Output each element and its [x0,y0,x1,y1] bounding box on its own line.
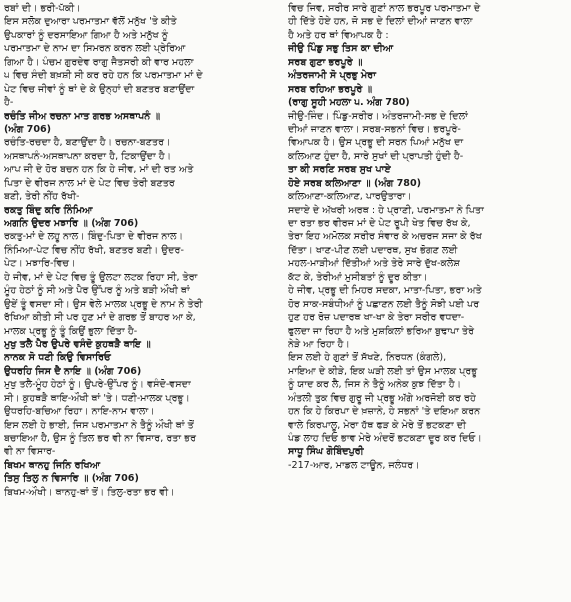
text-line: ਹੈ ਅਤੇ ਹਰ ਥਾਂ ਵਿਆਪਕ ਹੈ : [288,29,389,41]
text-line: ਦਿੱਤਾ। ਖਾਣ-ਪੀਣ ਲਈ ਪਦਾਰਥ, ਸੁਖ ਭੋਗਣ ਲਈ [288,244,458,256]
text-line: ਇਸ ਸਲੋਕ ਦੁਆਰਾ ਪਰਮਾਤਮਾ ਵੱਲੋਂ ਮਨੁੱਖ 'ਤੇ ਕੀਤੇ [4,16,177,28]
verse-line: ਜੀਉ ਪਿੰਡੁ ਸਭੁ ਤਿਸ ਕਾ ਦੀਆ [288,43,394,55]
text-line: ਹੇ ਜੀਵ, ਪ੍ਰਭੂ ਦੀ ਮਿਹਰ ਸਦਕਾ, ਮਾਤਾ-ਪਿਤਾ, ਭਰਾ ਅਤੇ [288,285,482,297]
text-line: ਰੱਖਿਆ ਕੀਤੀ ਸੀ ਪਰ ਹੁਣ ਮਾਂ ਦੇ ਗਰਭ ਤੋਂ ਬਾਹਰ ਆ ਕੇ, [4,312,196,324]
verse-line: ਸਾਧੂ ਸਿੰਘ ਗੋਬਿੰਦਪੁਰੀ [288,446,364,458]
text-line: ਰਚੰਤਿ-ਰਚਦਾ ਹੈ, ਬਣਾਉਂਦਾ ਹੈ। ਰਚਨਾ-ਬਣਤਰ। [4,137,171,149]
text-line: ਸੀ। ਕੁਹਥੜੈ ਥਾਇ-ਔਖੀ ਥਾਂ 'ਤੇ। ਧਣੀ-ਮਾਲਕ ਪ੍ਰਭੂ। [4,392,190,404]
verse-line: ਤਾ ਕੀ ਸਰਣਿ ਸਰਬ ਸੁਖ ਪਾਏ [288,164,391,176]
text-line: ਆਪ ਜੀ ਦੇ ਹੋਰ ਬਚਨ ਹਨ ਕਿ ਹੇ ਜੀਵ, ਮਾਂ ਦੀ ਰਤ ਅਤੇ [4,164,194,176]
text-line: ਬਿਖਮ-ਔਖੀ। ਥਾਨਹੁ-ਥਾਂ ਤੋਂ। ਤਿਲੁ-ਰਤਾ ਭਰ ਵੀ। [4,486,175,498]
verse-line: ਅੰਤਰਜਾਮੀ ਸੋ ਪ੍ਰਭੁ ਮੇਰਾ [288,70,376,82]
text-line: ਪਿਤਾ ਦੇ ਵੀਰਜ ਨਾਲ ਮਾਂ ਦੇ ਪੇਟ ਵਿਚ ਤੇਰੀ ਬਣਤਰ [4,177,175,189]
right-column [288,2,567,602]
text-line: ਨੇੜੇ ਆ ਰਿਹਾ ਹੈ। [288,338,350,350]
text-line: ਗਿਆ ਹੈ। ਪੰਚਮ ਗੁਰਦੇਵ ਰਾਗੁ ਜੈਤਸਰੀ ਕੀ ਵਾਰ ਮਹਲਾ [4,56,194,68]
verse-line: ਰਚੰਤਿ ਜੀਅ ਰਚਨਾ ਮਾਤ ਗਰਭ ਅਸਥਾਪਨੰ ॥ [4,110,161,122]
text-line: ਇਸ ਲਈ ਹੇ ਭਾਈ, ਜਿਸ ਪਰਮਾਤਮਾ ਨੇ ਤੈਨੂੰ ਔਖੀ ਥਾਂ ਤੋਂ [4,419,194,431]
verse-line: ਮੁਖੁ ਤਲੈ ਪੈਰ ਉਪਰੇ ਵਸੰਦੋ ਕੁਹਥੜੈ ਥਾਇ ॥ [4,338,151,350]
text-line: ਹੇ ਜੀਵ, ਮਾਂ ਦੇ ਪੇਟ ਵਿਚ ਤੂੰ ਉਲਟਾ ਲਟਕ ਰਿਹਾ ਸੀ, ਤੇਰਾ [4,271,198,283]
text-line: ਬਚਾਇਆ ਹੈ, ਉਸ ਨੂੰ ਤਿਲ ਭਰ ਵੀ ਨਾ ਵਿਸਾਰ, ਰਤਾ ਭਰ [4,433,197,444]
verse-line: (ਅੰਗ 706) [4,123,52,135]
text-line: ਕਲਿਆਣਾ-ਕਲਿਆਣ, ਪਾਰਉਤਾਰਾ। [288,191,412,203]
text-line: ਮਹਲ-ਮਾੜੀਆਂ ਦਿੱਤੀਆਂ ਅਤੇ ਤੇਰੇ ਸਾਰੇ ਦੁੱਖ-ਕਲੇਸ਼ [288,258,460,270]
text-line: ਉਧਰਹਿ-ਬਚਿਆ ਰਿਹਾ। ਨਾਇ-ਨਾਮ ਵਾਲਾ। [4,406,155,418]
text-line: ੫ ਵਿਚ ਸੰਦੀ ਬਖ਼ਸ਼ੀ ਸੀ ਕਰ ਰਹੇ ਹਨ ਕਿ ਪਰਮਾਤਮਾ ਮਾਂ ਦੇ [4,70,203,82]
text-line: ਪੇਟ ਵਿਚ ਜੀਵਾਂ ਨੂੰ ਥਾਂ ਦੇ ਕੇ ਉਨ੍ਹਾਂ ਦੀ ਬਣਤਰ ਬਣਾਉਂਦਾ [4,83,195,95]
text-line: ਫੁਲਦਾ ਜਾ ਰਿਹਾ ਹੈ ਅਤੇ ਮੁਸ਼ਕਿਲਾਂ ਭਰਿਆ ਬੁਢਾਪਾ ਤੇਰੇ [288,325,475,337]
text-line: ਅਸਥਾਪਨੰ-ਅਸਥਾਪਨਾ ਕਰਦਾ ਹੈ, ਟਿਕਾਉਂਦਾ ਹੈ। [4,150,172,162]
text-line: ਜੀਉ-ਜਿੰਦ। ਪਿੰਡੁ-ਸਰੀਰ। ਅੰਤਰਜਾਮੀ-ਸਭ ਦੇ ਦਿਲਾਂ [288,110,468,122]
verse-line: ਅਗਨਿ ਉਦਰ ਮਝਾਰਿ ॥ (ਅੰਗ 706) [4,218,139,229]
text-line: ਵਿਚ ਜਿਵ, ਸਰੀਰ ਸਾਰੇ ਗੁਣਾਂ ਨਾਲ ਭਰਪੂਰ ਪਰਮਾਤਮਾ ਦੇ [288,3,481,14]
text-line: ਵੀ ਨਾ ਵਿਸਾਰ- [4,446,56,458]
verse-line: ਸਰਬ ਰਹਿਆ ਭਰਪੂਰੇ ॥ [288,83,373,95]
text-line: -217-ਆਰ, ਮਾਡਲ ਟਾਊਨ, ਜਲੰਧਰ। [288,459,420,471]
text-line: ਸਦਾਏ ਦੇ ਅੱਖਰੀ ਅਰਥ : ਹੇ ਪ੍ਰਾਣੀ, ਪਰਮਾਤਮਾ ਨੇ ਪਿਤਾ [288,204,484,216]
text-line: ਤੇਰਾ ਇਹ ਅਮੋਲਕ ਸਰੀਰ ਸੰਵਾਰ ਕੇ ਅਚਰਜ ਸਜਾ ਕੇ ਰੱਖ [288,231,482,243]
text-line: ਵਿਆਪਕ ਹੈ। ਉਸ ਪ੍ਰਭੂ ਦੀ ਸਰਨ ਪਿਆਂ ਮਨੁੱਖ ਦਾ [288,137,464,149]
text-line: ਪਰਮਾਤਮਾ ਦੇ ਨਾਮ ਦਾ ਸਿਮਰਨ ਕਰਨ ਲਈ ਪ੍ਰੇਰਿਆ [4,43,186,55]
text-line: ਦਾ ਰਤਾ ਭਰ ਵੀਰਜ ਮਾਂ ਦੇ ਪੇਟ ਰੂਪੀ ਖੇਤ ਵਿਚ ਰੱਖ ਕੇ, [288,218,471,229]
verse-line: ਸਰਬ ਗੁਣਾ ਭਰਪੂਰੇ ॥ [288,56,363,68]
text-line: ਮੂੰਹ ਹੇਠਾਂ ਨੂੰ ਸੀ ਅਤੇ ਪੈਰ ਉੱਪਰ ਨੂੰ ਅਤੇ ਬੜੀ ਔਖੀ ਥਾਂ [4,285,190,297]
text-line: ਇਸ ਲਈ ਹੇ ਗੁਣਾਂ ਤੋਂ ਸੱਖਣੇ, ਨਿਰਧਨ (ਕੰਗਲੇ), [288,352,447,364]
verse-line: (ਰਾਗੁ ਸੂਹੀ ਮਹਲਾ ੫. ਅੰਗ 780) [288,97,410,109]
verse-line: ਨਾਨਕ ਸੋ ਧਣੀ ਕਿਉ ਵਿਸਾਰਿਓ [4,352,111,364]
text-line: ਦੀਆਂ ਜਾਣਨ ਵਾਲਾ। ਸਰਬ-ਸਭਨਾਂ ਵਿਚ। ਭਰਪੂਰੇ- [288,123,461,135]
text-line: ਹੈ- [4,97,14,109]
text-line: ਉਏਂ ਤੂੰ ਵਸਦਾ ਸੀ। ਉਸ ਵੇਲੇ ਮਾਲਕ ਪ੍ਰਭੂ ਦੇ ਨਾਮ ਨੇ ਤੇਰੀ [4,298,203,310]
text-line: ਅੰਤਲੀ ਤੁਕ ਵਿਚ ਗੁਰੂ ਜੀ ਪ੍ਰਭੂ ਅੱਗੇ ਅਰਜੋਈ ਕਰ ਰਹੇ [288,392,476,404]
text-line: ਪੰਡ ਲਾਹ ਦਿਓ ਭਾਵ ਮੇਰੇ ਅੰਦਰੋਂ ਭਟਕਣਾ ਦੂਰ ਕਰ ਦਿਓ। [288,433,482,444]
verse-line: ਹੋਏ ਸਰਬ ਕਲਿਆਣਾ ॥ (ਅੰਗ 780) [288,177,422,189]
text-line: ਹੁਣ ਹਰ ਰੋਜ਼ ਪਦਾਰਥ ਖਾ-ਖਾ ਕੇ ਤੇਰਾ ਸਰੀਰ ਵਧਦਾ- [288,312,465,324]
text-line: ਰਕਤੁ-ਮਾਂ ਦੇ ਲਹੂ ਨਾਲ। ਬਿੰਦੁ-ਪਿਤਾ ਦੇ ਵੀਰਜ ਨਾਲ। [4,231,184,243]
verse-line: ਉਧਰਹਿ ਜਿਸ ਦੈ ਨਾਇ ॥ (ਅੰਗ 706) [4,365,142,377]
text-line: ਕਲਿਆਣ ਹੁੰਦਾ ਹੈ, ਸਾਰੇ ਸੁਖਾਂ ਦੀ ਪ੍ਰਾਪਤੀ ਹੁੰਦੀ ਹੈ- [288,150,464,162]
verse-line: ਤਿਸੁ ਤਿਲੁ ਨ ਵਿਸਾਰਿ ॥ (ਅੰਗ 706) [4,473,139,485]
verse-line: ਬਿਖਮ ਥਾਨਹੁ ਜਿਨਿ ਰਖਿਆ [4,459,101,471]
text-line: ਹਨ ਕਿ ਹੇ ਕਿਰਪਾ ਦੇ ਖ਼ਜ਼ਾਨੇ, ਹੇ ਸਭਨਾਂ 'ਤੇ ਦਇਆ ਕਰਨ [288,406,481,418]
text-line: ਨੂੰ ਯਾਦ ਕਰ ਲੈ, ਜਿਸ ਨੇ ਤੈਨੂੰ ਅਨੇਕ ਕੁਝ ਦਿੱਤਾ ਹੈ। [288,379,462,391]
text-line: ਉਪਕਾਰਾਂ ਨੂੰ ਦਰਸਾਇਆ ਗਿਆ ਹੈ ਅਤੇ ਮਨੁੱਖ ਨੂੰ [4,29,168,41]
text-line: ਮਾਲਕ ਪ੍ਰਭੂ ਨੂੰ ਤੂੰ ਕਿਉਂ ਭੁਲਾ ਦਿੱਤਾ ਹੈ- [4,325,138,337]
text-line: ਨਿੰਮਿਆ-ਪੇਟ ਵਿਚ ਨੀਂਹ ਰੱਖੀ, ਬਣਤਰ ਬਣੀ। ਉਦਰ- [4,244,184,256]
text-line: ਵਾਲੇ ਕਿਰਪਾਲੂ, ਮੇਰਾ ਹੱਥ ਫੜ ਕੇ ਮੇਰੇ ਤੋਂ ਭਟਕਣਾ ਦੀ [288,419,466,431]
text-line: ਹੀ ਦਿੱਤੇ ਹੋਏ ਹਨ, ਜੋ ਸਭ ਦੇ ਦਿਲਾਂ ਦੀਆਂ ਜਾਣਨ ਵਾਲਾ [288,16,473,28]
text-line: ਪੇਟ। ਮਝਾਰਿ-ਵਿਚ। [4,258,76,270]
text-line: ਮਾਇਆ ਦੇ ਕੀੜੇ, ਇਕ ਘੜੀ ਲਈ ਤਾਂ ਉਸ ਮਾਲਕ ਪ੍ਰਭੂ [288,365,478,377]
left-column [4,2,283,602]
text-line: ਮੁਖੁ ਤਲੈ-ਮੂੰਹ ਹੇਠਾਂ ਨੂੰ। ਉਪਰੇ-ਉੱਪਰ ਨੂੰ। ਵਸੰਦੋ-ਵਸਦਾ [4,379,191,391]
text-line: ਬਣੀ, ਤੇਰੀ ਨੀਂਹ ਰੱਖੀ- [4,191,80,203]
text-line: ਕੱਟ ਕੇ, ਤੇਰੀਆਂ ਮੁਸੀਬਤਾਂ ਨੂੰ ਦੂਰ ਕੀਤਾ। [288,271,428,283]
text-line: ਹੋਰ ਸਾਕ-ਸਬੰਧੀਆਂ ਨੂੰ ਪਛਾਣਨ ਲਈ ਤੈਨੂੰ ਸੋਝੀ ਪਈ ਪਰ [288,298,480,310]
text-line: ਰਬਾਂ ਦੀ। ਭਰੀ-ਪੱਕੀ। [4,3,81,14]
verse-line: ਰਕਤੁ ਬਿੰਦੁ ਕਰਿ ਨਿੰਮਿਆ [4,204,93,216]
